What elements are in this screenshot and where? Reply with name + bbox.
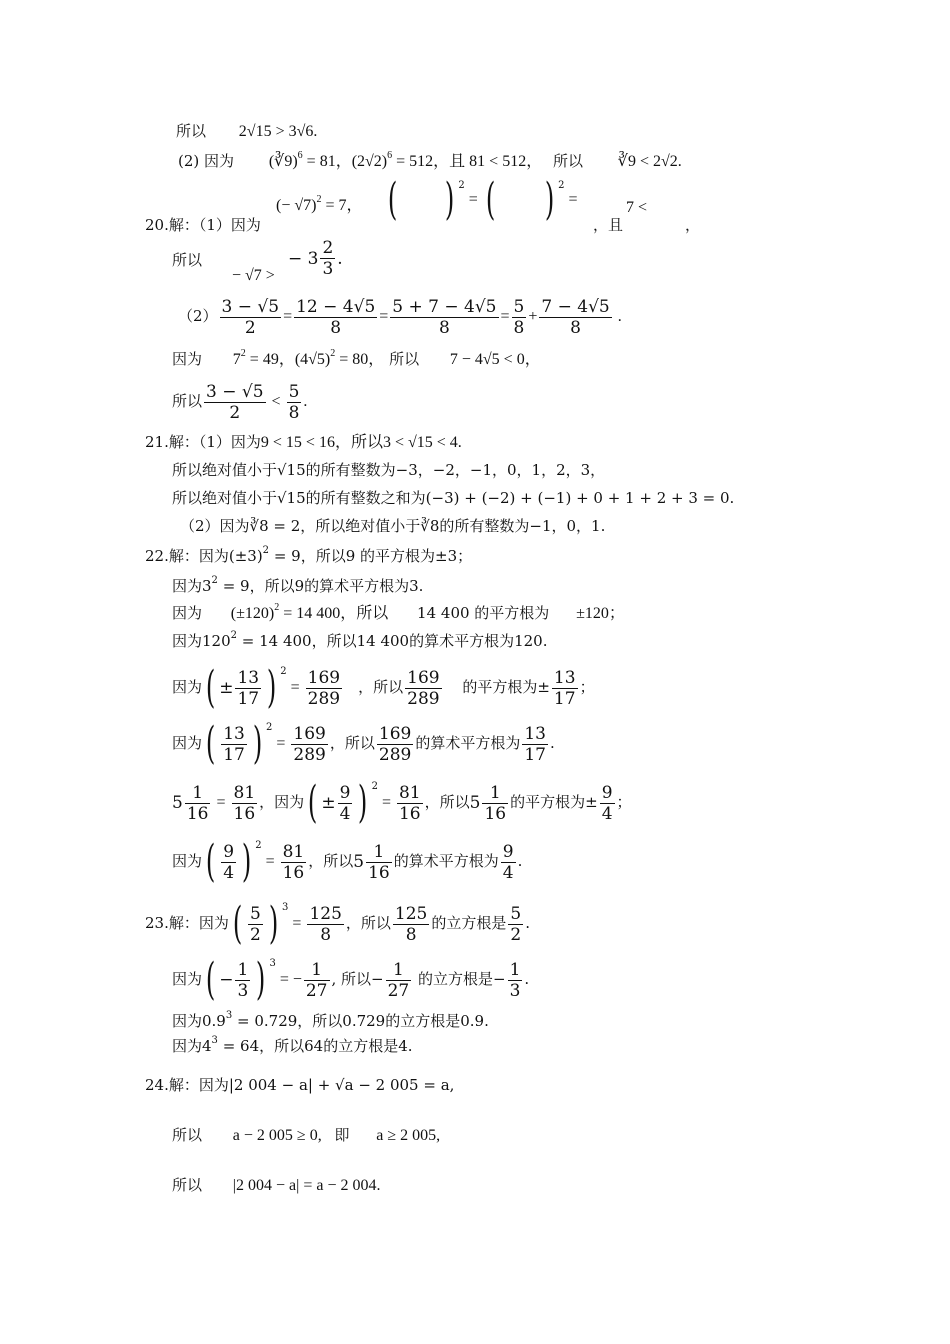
math-expression: a − 2 005 ≥ 0, (232, 1127, 322, 1144)
numerator: 5 (288, 381, 300, 402)
numerator: 5 (250, 903, 261, 924)
fraction (281, 842, 307, 883)
whole-part: 5 (172, 793, 183, 813)
exponent: 2 (458, 180, 465, 191)
denominator: 4 (601, 803, 613, 824)
denominator: 16 (233, 803, 256, 824)
line-2 (178, 152, 682, 173)
denominator: 2 (250, 924, 261, 945)
line-12 (145, 547, 472, 568)
equals: = (272, 735, 290, 752)
exponent: 2 (262, 545, 270, 556)
fraction (377, 724, 413, 765)
fraction (600, 783, 615, 824)
whole-part: 5 (469, 793, 481, 813)
text: （2） (178, 307, 218, 325)
term: = 7， (321, 197, 363, 214)
exponent: 3 (269, 958, 276, 969)
line-24 (145, 1076, 454, 1094)
term: = 14 400，所以 (279, 605, 389, 622)
text: = 9，所以9 的平方根为±3； (269, 547, 473, 565)
numerator: 9 (502, 841, 514, 862)
term: = 80， (335, 351, 385, 368)
fraction (232, 783, 258, 824)
fraction (307, 904, 343, 945)
numerator: 81 (282, 841, 305, 862)
line-8 (145, 433, 462, 452)
exponent: 2 (240, 348, 246, 359)
line-25 (172, 1126, 440, 1145)
fraction (235, 668, 261, 709)
denominator: 2 (244, 317, 256, 338)
line-23 (172, 1037, 413, 1058)
problem-label: 23.解：因为 (145, 914, 229, 932)
numerator: 7 − 4√5 (541, 296, 610, 317)
numerator: 9 (601, 782, 613, 803)
numerator: 169 (307, 667, 341, 688)
exponent: 2 (371, 781, 378, 792)
fraction (221, 842, 236, 883)
numerator: 1 (366, 842, 392, 863)
numerator: 13 (553, 667, 576, 688)
text: . (525, 914, 530, 932)
text: 因为 (172, 734, 203, 752)
line-14 (172, 604, 625, 625)
denominator: 2 (229, 402, 241, 423)
problem-label: 21.解：（1）因为 (145, 433, 261, 451)
numerator: 1 (304, 960, 330, 981)
line-1 (176, 122, 317, 141)
text: 的算术平方根为 (393, 852, 499, 870)
exponent: 3 (225, 1010, 233, 1021)
denominator: 27 (305, 980, 328, 1001)
text: 所以 (172, 1126, 203, 1144)
math-expression: 2√15 > 3√6. (238, 123, 318, 140)
exponent: 2 (274, 602, 280, 613)
equals: = (464, 191, 482, 208)
left-paren: ( (387, 174, 398, 225)
numerator: 5 (510, 903, 522, 924)
left-paren: ( (485, 174, 496, 225)
line-22 (172, 1012, 489, 1033)
term: 7 (232, 351, 241, 368)
text: 所以绝对值小于√15的所有整数为−3，−2，−1，0，1，2，3， (172, 461, 606, 479)
fraction (306, 668, 342, 709)
denominator: 8 (288, 402, 300, 423)
math-expression: 9 < 15 < 16，所以3 < √15 < 4. (260, 434, 462, 451)
fraction (304, 960, 330, 1001)
text: （2）因为∛8 = 2，所以绝对值小于∛8的所有整数为−1，0，1. (180, 517, 606, 535)
text: (2) 因为 (178, 152, 235, 170)
line-3-compare (626, 198, 647, 217)
equals: = (288, 915, 306, 932)
term: (− √7) (276, 197, 317, 214)
numerator: 1 (509, 959, 521, 980)
problem-label: 22.解：因为(±3) (145, 547, 263, 565)
numerator: 5 (513, 296, 525, 317)
numerator: 125 (394, 903, 428, 924)
fraction (291, 724, 327, 765)
fraction (248, 904, 263, 945)
fraction (294, 297, 377, 338)
numerator: 1 (185, 783, 211, 804)
denominator: 4 (339, 803, 351, 824)
text: . (517, 852, 523, 870)
text: ； (616, 793, 632, 811)
line-16: 因为( ± $\frac{13}{17}$ ) $^2$ = $\frac{169}{289}$ ，所以 $\frac{169}{289}$ 的平方根为± $\frac{13}{17}$ ； (172, 662, 595, 713)
denominator: 8 (320, 924, 332, 945)
fraction (552, 668, 578, 709)
text: 所以绝对值小于√15的所有整数之和为(−3) + (−2) + (−1) + 0 + 1 + 2 + 3 = 0. (172, 489, 735, 507)
equals: = (261, 853, 279, 870)
text: ，所以 (424, 793, 470, 811)
plus-minus: ± (321, 793, 336, 813)
fraction (508, 960, 523, 1001)
denominator: 8 (405, 924, 417, 945)
line-3-tail (593, 216, 623, 234)
numerator: 9 (339, 782, 351, 803)
exponent: 2 (316, 194, 322, 205)
exponent: 2 (330, 348, 336, 359)
math-expression (268, 150, 543, 170)
denominator: 8 (438, 317, 450, 338)
term: (∛9) (268, 153, 298, 170)
numerator: 12 − 4√5 (296, 296, 376, 317)
math-expression: 7 − 4√5 < 0， (449, 351, 541, 368)
exponent: 6 (387, 150, 393, 161)
text: 所以 (172, 1176, 203, 1194)
line-26 (172, 1176, 380, 1195)
text: 因为 (172, 350, 203, 368)
denominator: 2 (510, 924, 522, 945)
math-expression (232, 348, 385, 368)
line-10 (172, 489, 734, 507)
fraction (204, 382, 266, 423)
numerator: 13 (223, 723, 245, 744)
less-than: < (267, 393, 285, 410)
text: = 0.729，所以0.729的立方根是0.9. (232, 1012, 489, 1030)
right-paren: ) (544, 174, 555, 225)
right-paren: ) (445, 174, 455, 225)
numerator: 9 (223, 841, 235, 862)
denominator: 16 (398, 803, 421, 824)
text: 的算术平方根为 (415, 734, 521, 752)
line-6 (172, 350, 541, 371)
numerator: 169 (407, 667, 440, 688)
text: ，所以 (345, 914, 391, 932)
text: 因为3 (172, 577, 212, 595)
math-expression: |2 004 − a| = a − 2 004. (232, 1177, 381, 1194)
line-20: 23.解：因为( $\frac{5}{2}$ ) $^3$ = $\frac{125}{8}$ ，所以 $\frac{125}{8}$ 的立方根是 $\frac{5}{2}$ . (145, 898, 530, 949)
fraction (405, 668, 441, 709)
whole-part: − 3 (288, 248, 319, 269)
term: = 512，且 81 < 512， (392, 153, 543, 170)
whole-part: 5 (353, 852, 365, 872)
fraction (366, 842, 392, 883)
text: , 所以− (331, 970, 384, 988)
denominator: 3 (509, 980, 521, 1001)
line-3-comma (685, 216, 700, 234)
numerator: 81 (398, 782, 421, 803)
fraction (397, 783, 423, 824)
text: 因为 (172, 852, 203, 870)
fraction (386, 960, 412, 1001)
fraction (221, 724, 247, 765)
text: ，所以 (308, 852, 354, 870)
text: 因为4 (172, 1037, 212, 1055)
text: = 64，所以64的立方根是4. (217, 1037, 413, 1055)
text: 的立方根是 (431, 914, 507, 932)
line-19: 因为( $\frac{9}{4}$ ) $^2$ = $\frac{81}{16}$ ，所以5 $\frac{1}{16}$ 的算术平方根为 $\frac{9}{4}$ . (172, 836, 523, 887)
line-17: 因为( $\frac{13}{17}$ ) $^2$ = $\frac{169}{289}$ ，所以 $\frac{169}{289}$ 的算术平方根为 $\frac{13}{17}$ . (172, 718, 555, 769)
equals: = (564, 191, 578, 208)
denominator: 8 (330, 317, 342, 338)
denominator: 289 (307, 688, 341, 709)
text: 即 (334, 1126, 350, 1144)
equals: = − (275, 971, 302, 988)
numerator: 3 − √5 (221, 296, 280, 317)
line-15 (172, 632, 548, 653)
denominator: 27 (387, 980, 410, 1001)
numerator: 81 (233, 782, 256, 803)
exponent: 2 (558, 180, 565, 191)
fraction (501, 842, 516, 883)
text: ，所以 (329, 734, 375, 752)
math-expression: ±120； (576, 605, 625, 622)
plus-minus: ± (219, 678, 234, 698)
math-expression: − √7 > (232, 267, 275, 284)
text: = 9，所以9的算术平方根为3. (217, 577, 424, 595)
text: 所以 (172, 392, 203, 410)
denominator: 4 (502, 862, 514, 883)
problem-label: 24.解：因为|2 004 − a| + √a − 2 005 = a, (145, 1076, 455, 1094)
line-4-mixed-number (288, 238, 343, 279)
denominator: 17 (524, 744, 546, 765)
numerator: 13 (524, 723, 546, 744)
text: 14 400 的平方根为 (417, 604, 550, 622)
line-9 (172, 461, 605, 479)
denominator: 17 (237, 688, 260, 709)
line-18: 5 $\frac{1}{16}$ = $\frac{81}{16}$ ，因为( ± $\frac{9}{4}$ ) $^2$ = $\frac{81}{16}$ ，所以5 $\frac{1}{16}$ 的平方根为± $\frac{9}{4}$ ； (172, 777, 632, 828)
numerator: 125 (309, 903, 342, 924)
numerator: 1 (386, 960, 412, 981)
minus-sign: − (219, 970, 234, 990)
text: ，因为 (259, 793, 305, 811)
text: 的立方根是− (413, 970, 506, 988)
denominator: 289 (293, 744, 326, 765)
math-expression: ∛9 < 2√2. (617, 153, 682, 170)
fraction (185, 783, 211, 824)
exponent: 2 (255, 840, 262, 851)
denominator: 16 (484, 803, 507, 824)
math-expression (230, 602, 389, 622)
line-4-label (172, 251, 202, 269)
denominator: 17 (553, 688, 576, 709)
equals: = (212, 794, 230, 811)
fraction (235, 960, 250, 1001)
text: 所以 (389, 350, 420, 368)
fraction (508, 904, 523, 945)
denominator: 4 (223, 862, 235, 883)
denominator: 16 (186, 803, 209, 824)
denominator: 289 (378, 744, 412, 765)
denominator: 289 (407, 688, 440, 709)
line-7: 所以 $\frac{3 - √5}{2}$ < $\frac{5}{8}$ . (172, 381, 308, 423)
text: 因为 (172, 970, 203, 988)
text: = 14 400，所以14 400的算术平方根为120. (237, 632, 548, 650)
text: 所以 (176, 122, 207, 140)
numerator: 169 (378, 723, 412, 744)
line-4-expression (232, 266, 275, 285)
text: 因为 (172, 604, 203, 622)
line-3-expression (276, 196, 363, 217)
fraction (287, 382, 302, 423)
line-21: 因为( − $\frac{1}{3}$ ) $^3$ = − $\frac{1}{27}$ , 所以− $\frac{1}{27}$ 的立方根是− $\frac{1}{3}$ . (172, 954, 530, 1005)
text: 的平方根为± (510, 793, 598, 811)
exponent: 2 (266, 722, 273, 733)
text: 的平方根为± (457, 678, 550, 696)
equals: = (377, 794, 395, 811)
exponent: 3 (282, 902, 289, 913)
line-3-label (145, 216, 261, 234)
exponent: 3 (211, 1035, 218, 1046)
denominator: 16 (368, 862, 390, 883)
numerator: 169 (293, 723, 326, 744)
denominator: 8 (513, 317, 525, 338)
numerator: 1 (237, 959, 249, 980)
term: = 49，(4√5) (245, 351, 331, 368)
text: 因为0.9 (172, 1012, 226, 1030)
exponent: 6 (297, 150, 303, 161)
math-expression: a ≥ 2 005, (376, 1127, 441, 1144)
exponent: 2 (211, 575, 218, 586)
text: ，所以 (358, 678, 404, 696)
term: (±120) (230, 605, 275, 622)
math-expression: 7 < (626, 199, 648, 216)
equals: = (286, 679, 304, 696)
line-13 (172, 577, 423, 598)
fraction (338, 783, 353, 824)
line-11 (180, 517, 605, 535)
numerator: 1 (482, 783, 508, 804)
fraction (220, 297, 282, 338)
numerator: 3 − √5 (206, 381, 264, 402)
exponent: 2 (280, 666, 287, 677)
text: . (549, 734, 555, 752)
fraction (393, 904, 429, 945)
text: . (524, 970, 530, 988)
denominator: 3 (322, 259, 334, 279)
term: = 81，(2√2) (302, 153, 388, 170)
denominator: 16 (282, 862, 305, 883)
text: ； (579, 678, 595, 696)
text: 所以 (552, 152, 583, 170)
fraction (320, 238, 335, 279)
numerator: 5 + 7 − 4√5 (392, 296, 497, 317)
exponent: 2 (230, 630, 238, 641)
fraction (512, 297, 527, 338)
text: ， (685, 216, 701, 234)
fraction (390, 297, 498, 338)
numerator: 2 (322, 238, 334, 258)
period: . (337, 248, 343, 269)
denominator: 8 (570, 317, 581, 338)
denominator: 3 (237, 980, 249, 1001)
problem-label: 20.解：（1）因为 (145, 216, 261, 234)
text: 因为120 (172, 632, 231, 650)
fraction (539, 297, 611, 338)
denominator: 17 (223, 744, 245, 765)
text: ，且 (593, 216, 624, 234)
fraction (522, 724, 548, 765)
numerator: 13 (237, 667, 260, 688)
fraction (482, 783, 508, 824)
text: 所以 (172, 251, 203, 269)
text: 因为 (172, 678, 203, 696)
math-expression (276, 194, 363, 214)
blank-bracket-1 (384, 174, 578, 225)
line-5: （2） $\frac{3 - √5}{2}$ = $\frac{12 - 4√5}{8}$ = $\frac{5 + 7 - 4√5}{8}$ = $\frac{5}{8}$ + $\frac{7 - 4√5}{8}$ . (178, 296, 622, 338)
